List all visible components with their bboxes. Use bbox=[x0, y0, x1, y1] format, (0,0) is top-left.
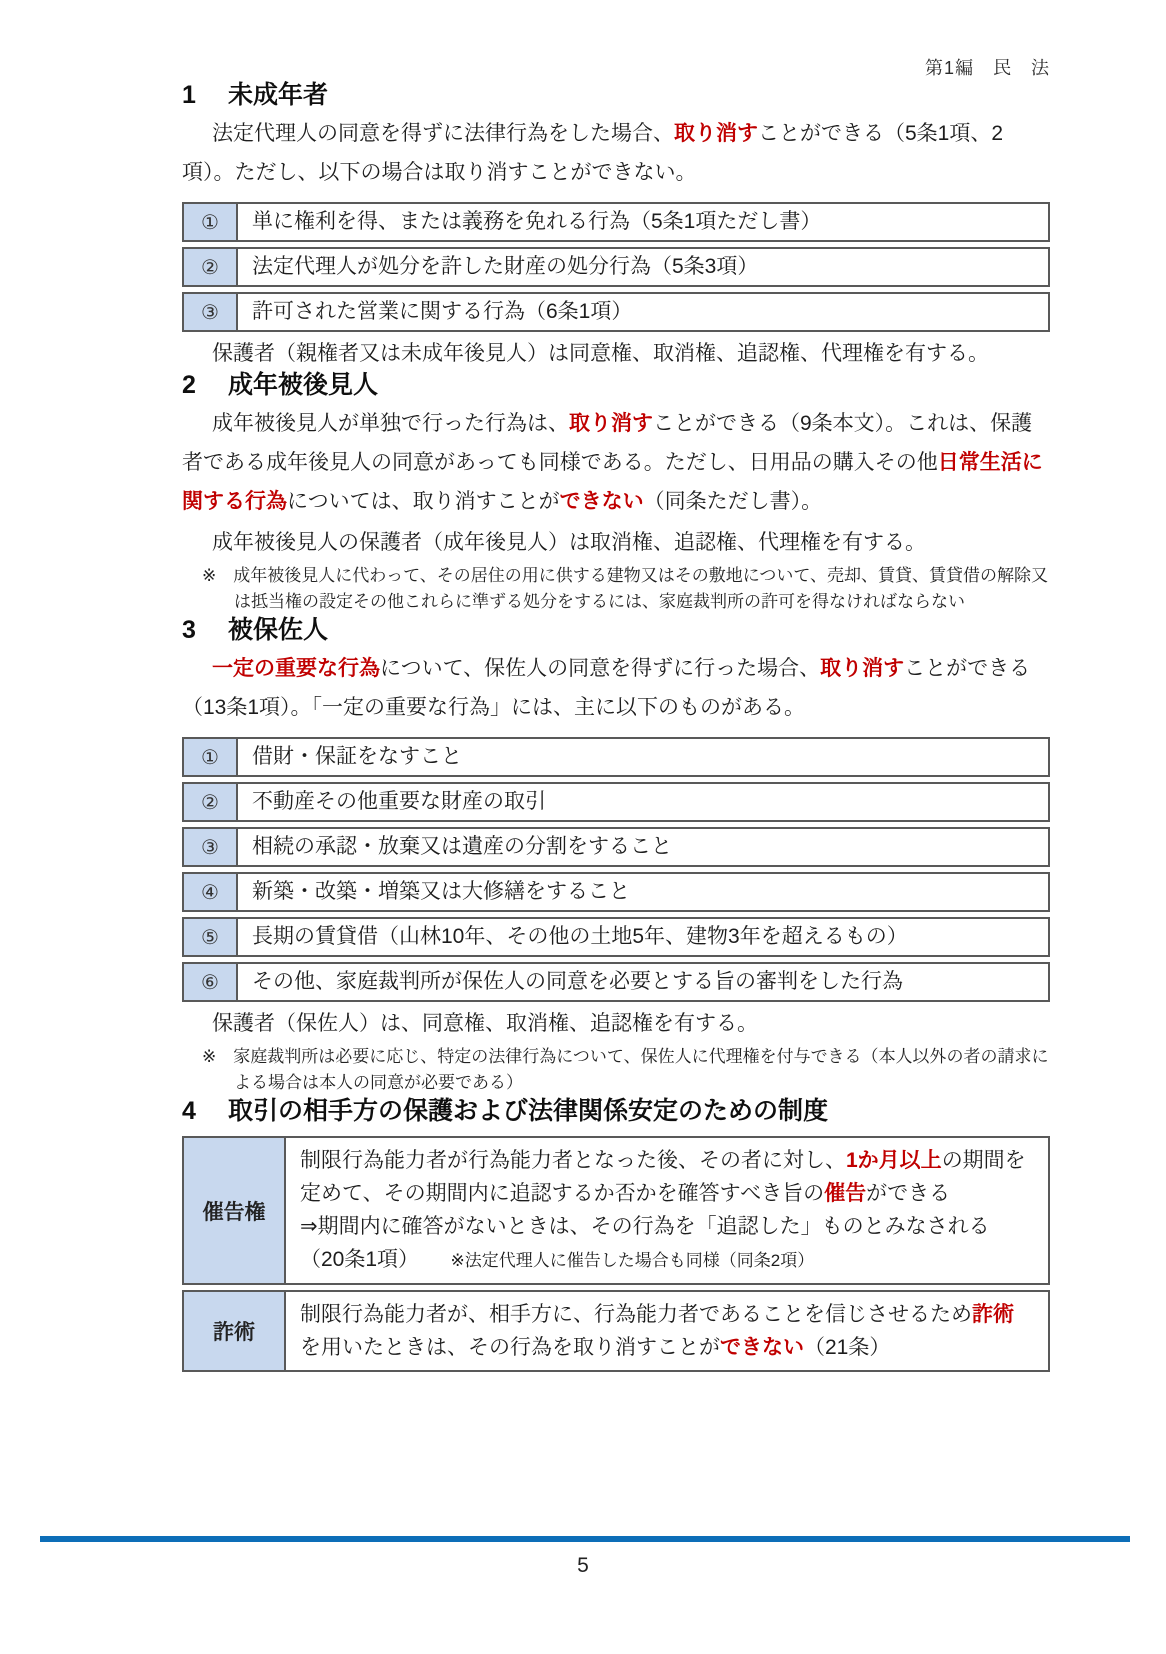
row-number-cell: ③ bbox=[184, 294, 238, 330]
row-text-cell: 法定代理人が処分を許した財産の処分行為（5条3項） bbox=[252, 255, 759, 278]
row-number-cell: ② bbox=[184, 249, 238, 285]
row-label-cell: 詐術 bbox=[184, 1292, 286, 1370]
page-number: 5 bbox=[577, 1554, 589, 1577]
section-2-intro: 成年被後見人が単独で行った行為は、取り消すことができる（9条本文）。これは、保護者である成年後見人の同意があっても同様である。ただし、日用品の購入その他日常生活に関する行為については、取り消すことができない（同条ただし書）。 bbox=[182, 412, 1043, 513]
row-text-cell: 単に権利を得、または義務を免れる行為（5条1項ただし書） bbox=[252, 210, 822, 233]
table-row bbox=[182, 1136, 1050, 1285]
row-text-cell: 不動産その他重要な財産の取引 bbox=[252, 790, 546, 813]
section-3-number: 3 bbox=[182, 616, 196, 644]
row-number-cell: ⑥ bbox=[184, 964, 238, 1000]
row-number-cell: ① bbox=[184, 204, 238, 240]
section-1-title: 未成年者 bbox=[228, 81, 329, 109]
section-4-heading bbox=[182, 1096, 1050, 1126]
row-text-cell: 長期の賃貸借（山林10年、その他の土地5年、建物3年を超えるもの） bbox=[252, 925, 908, 948]
table-row bbox=[182, 247, 1050, 287]
section-1-table bbox=[182, 202, 1050, 332]
section-3-table bbox=[182, 737, 1050, 1002]
section-3-note: ※ 家庭裁判所は必要に応じ、特定の法律行為について、保佐人に代理権を付与できる（本人以外の者の請求による場合は本人の同意が必要である） bbox=[202, 1047, 1049, 1092]
row-label-cell: 催告権 bbox=[184, 1138, 286, 1283]
table-row bbox=[182, 917, 1050, 957]
row-text-cell: 制限行為能力者が行為能力者となった後、その者に対し、1か月以上の期間を定めて、その期間内に追認するか否かを確答すべき旨の催告ができる ⇒期間内に確答がないときは、その行為を「追認した」ものとみなされる （20条1項） ※法定代理人に催告した場合も同様（同条2項） bbox=[300, 1149, 1026, 1271]
row-number-cell: ③ bbox=[184, 829, 238, 865]
section-4-table bbox=[182, 1136, 1050, 1372]
table-row bbox=[182, 202, 1050, 242]
row-text-cell: 借財・保証をなすこと bbox=[252, 745, 462, 768]
section-3-summary: 保護者（保佐人）は、同意権、取消権、追認権を有する。 bbox=[212, 1012, 758, 1035]
section-1-heading bbox=[182, 80, 1050, 110]
table-row bbox=[182, 737, 1050, 777]
row-text-cell: 相続の承認・放棄又は遺産の分割をすること bbox=[252, 835, 672, 858]
table-row bbox=[182, 872, 1050, 912]
table-row bbox=[182, 782, 1050, 822]
row-text-cell: その他、家庭裁判所が保佐人の同意を必要とする旨の審判をした行為 bbox=[252, 970, 903, 993]
row-number-cell: ④ bbox=[184, 874, 238, 910]
row-text-cell: 新築・改築・増築又は大修繕をすること bbox=[252, 880, 630, 903]
table-row bbox=[182, 827, 1050, 867]
section-2-note: ※ 成年被後見人に代わって、その居住の用に供する建物又はその敷地について、売却、賃貸、賃貸借の解除又は抵当権の設定その他これらに準ずる処分をするには、家庭裁判所の許可を得なければならない bbox=[202, 566, 1049, 611]
section-2-summary: 成年被後見人の保護者（成年後見人）は取消権、追認権、代理権を有する。 bbox=[212, 531, 926, 554]
section-2-heading bbox=[182, 370, 1050, 400]
page-content bbox=[182, 0, 1050, 1372]
row-text-cell: 許可された営業に関する行為（6条1項） bbox=[252, 300, 633, 323]
section-1-intro: 法定代理人の同意を得ずに法律行為をした場合、取り消すことができる（5条1項、2項）。ただし、以下の場合は取り消すことができない。 bbox=[182, 122, 1004, 184]
section-1-summary: 保護者（親権者又は未成年後見人）は同意権、取消権、追認権、代理権を有する。 bbox=[212, 342, 989, 365]
section-3-title: 被保佐人 bbox=[228, 616, 329, 644]
section-1-number: 1 bbox=[182, 81, 196, 109]
section-4-title: 取引の相手方の保護および法律関係安定のための制度 bbox=[228, 1097, 829, 1125]
row-number-cell: ① bbox=[184, 739, 238, 775]
table-row bbox=[182, 1290, 1050, 1372]
section-2-title: 成年被後見人 bbox=[228, 371, 379, 399]
table-row bbox=[182, 962, 1050, 1002]
section-4-number: 4 bbox=[182, 1097, 196, 1125]
row-number-cell: ⑤ bbox=[184, 919, 238, 955]
table-row bbox=[182, 292, 1050, 332]
section-3-intro: 一定の重要な行為について、保佐人の同意を得ずに行った場合、取り消すことができる（13条1項）。「一定の重要な行為」には、主に以下のものがある。 bbox=[182, 657, 1031, 719]
row-number-cell: ② bbox=[184, 784, 238, 820]
section-3-heading bbox=[182, 615, 1050, 645]
row-text-cell: 制限行為能力者が、相手方に、行為能力者であることを信じさせるため詐術を用いたときは、その行為を取り消すことができない（21条） bbox=[300, 1303, 1014, 1359]
page-header: 第1編 民 法 bbox=[924, 58, 1050, 78]
footer-divider-line bbox=[40, 1536, 1130, 1542]
section-2-number: 2 bbox=[182, 371, 196, 399]
